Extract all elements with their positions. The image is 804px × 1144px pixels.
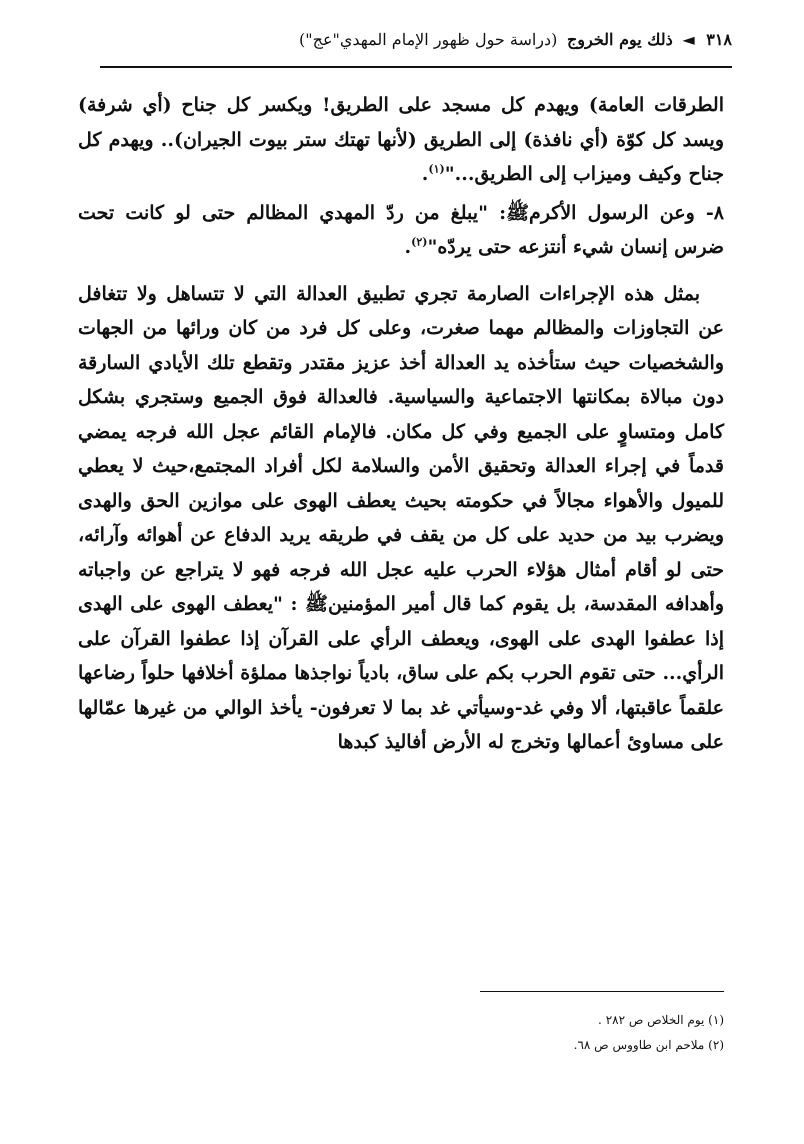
book-title: ذلك يوم الخروج — [566, 30, 673, 49]
running-header — [100, 30, 732, 64]
footnotes — [300, 1008, 724, 1058]
footnote-ref-2: (٢) — [411, 235, 428, 249]
paragraph-2-text: ٨- وعن الرسول الأكرمﷺ: "يبلغ من ردّ المهدي المظالم حتى لو كانت تحت ضرس إنسان شيء أنتزعه حتى يردّه" — [78, 201, 724, 258]
paragraph-2-end: . — [404, 236, 412, 258]
paragraph-1-end: . — [421, 163, 429, 185]
arrow-icon: ◄ — [682, 30, 695, 49]
paragraph-1 — [78, 88, 724, 192]
footnote-2: (٢) ملاحم ابن طاووس ص ٦٨. — [573, 1038, 724, 1052]
book-subtitle: (دراسة حول ظهور الإمام المهدي"عج") — [299, 30, 558, 49]
header-divider — [100, 66, 732, 68]
main-text — [78, 88, 724, 760]
paragraph-2 — [78, 196, 724, 265]
paragraph-1-text: الطرقات العامة) ويهدم كل مسجد على الطريق! ويكسر كل جناح (أي شرفة) ويسد كل كوّة (أي نافذة) إلى الطريق (لأنها تهتك ستر بيوت الجيران).. ويهدم كل جناح وكيف وميزاب إلى الطريق..." — [78, 94, 724, 185]
footnote-1: (١) يوم الخلاص ص ٢٨٢ . — [598, 1013, 724, 1027]
footnote-ref-1: (١) — [428, 162, 445, 176]
page-number: ٣١٨ — [706, 30, 732, 49]
footnote-divider — [480, 991, 724, 992]
paragraph-3: بمثل هذه الإجراءات الصارمة تجري تطبيق العدالة التي لا تتساهل ولا تتغافل عن التجاوزات والمظالم مهما صغرت، وعلى كل فرد من كان ورائها من الجهات والشخصيات حيث ستأخذه يد العدالة أخذ عزيز مقتدر وتقطع تلك الأيادي السارقة دون مبالاة بمكانتها الاجتماعية والسياسية. فالعدالة فوق الجميع وستجري بشكل كامل ومتساوٍ على الجميع وفي كل مكان. فالإمام القائم عجل الله فرجه يمضي قدماً في إجراء العدالة وتحقيق الأمن والسلامة لكل أفراد المجتمع،حيث لا يعطي للميول والأهواء مجالاً في حكومته بحيث يعطف الهوى على موازين الحق والهدى ويضرب بيد من حديد على كل من يقف في طريقه يريد الدفاع عن أهوائه وآرائه، حتى لو أقام أمثال هؤلاء الحرب عليه عجل الله فرجه فهو لا يتراجع عن واجباته وأهدافه المقدسة، بل يقوم كما قال أمير المؤمنينﷺ : "يعطف الهوى على الهدى إذا عطفوا الهدى على الهوى، ويعطف الرأي على القرآن إذا عطفوا القرآن على الرأي... حتى تقوم الحرب بكم على ساق، بادياً نواجذها مملؤة أخلافها حلواً رضاعها علقماً عاقبتها، ألا وفي غد-وسيأتي غد بما لا تعرفون- يأخذ الوالي من غيرها عمّالها على مساوئ أعمالها وتخرج له الأرض أفاليذ كبدها — [78, 282, 724, 753]
